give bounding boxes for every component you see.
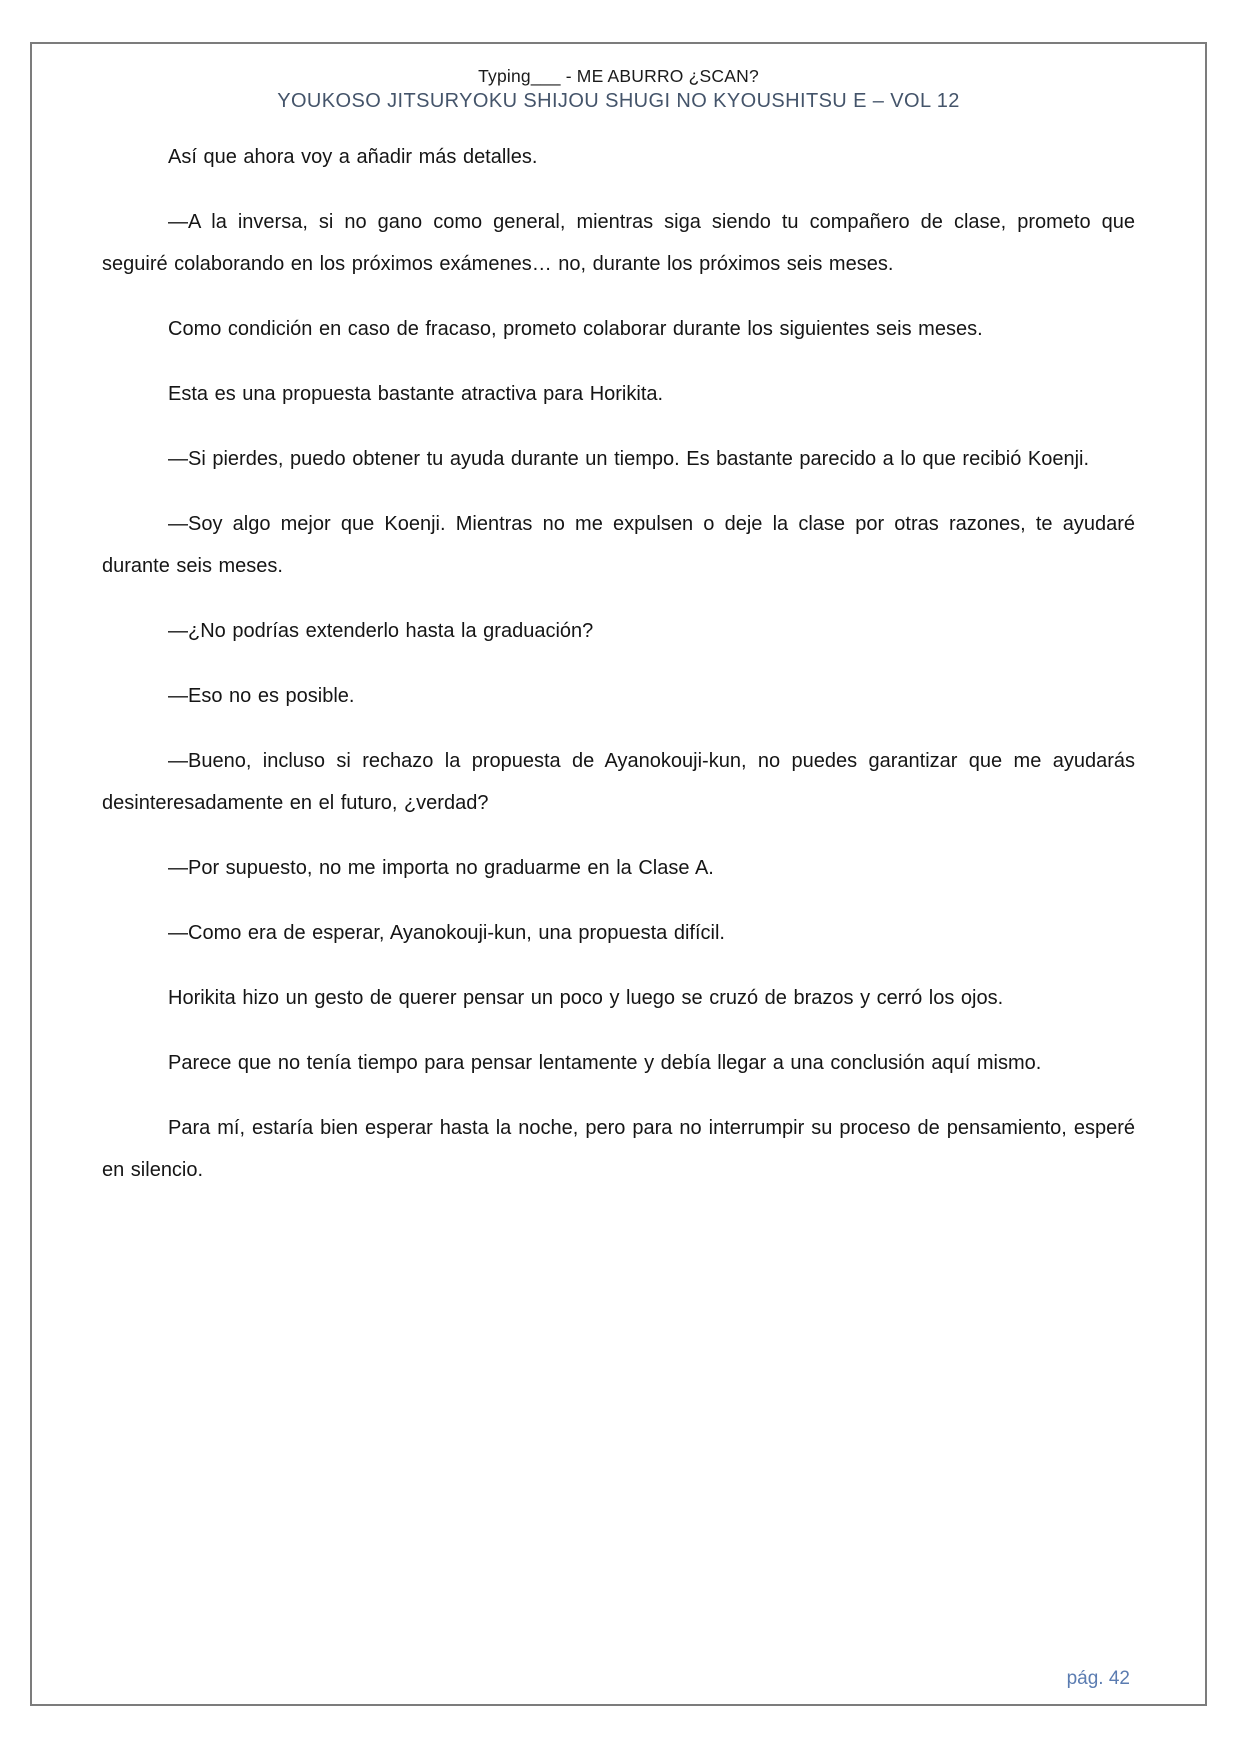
page-body	[32, 114, 1205, 1191]
paragraph: —Si pierdes, puedo obtener tu ayuda durante un tiempo. Es bastante parecido a lo que recibió Koenji.	[168, 448, 1090, 470]
header-scan-title: Typing___ - ME ABURRO ¿SCAN?	[478, 66, 759, 86]
paragraph: —Bueno, incluso si rechazo la propuesta de Ayanokouji-kun, no puedes garantizar que me ayudarás desinteresadamente en el futuro, ¿verdad?	[102, 750, 1135, 814]
paragraph: Así que ahora voy a añadir más detalles.	[168, 146, 538, 168]
paragraph: Como condición en caso de fracaso, prometo colaborar durante los siguientes seis meses.	[168, 318, 983, 340]
paragraph: Esta es una propuesta bastante atractiva para Horikita.	[168, 383, 664, 405]
paragraph: Para mí, estaría bien esperar hasta la noche, pero para no interrumpir su proceso de pensamiento, esperé en silencio.	[102, 1117, 1135, 1181]
page-footer	[1067, 1668, 1130, 1690]
paragraph: —Eso no es posible.	[168, 685, 355, 707]
paragraph: —¿No podrías extenderlo hasta la graduación?	[168, 620, 594, 642]
paragraph: —Como era de esperar, Ayanokouji-kun, una propuesta difícil.	[168, 922, 725, 944]
paragraph: —Por supuesto, no me importa no graduarme en la Clase A.	[168, 857, 714, 879]
page-number: pág. 42	[1066, 1668, 1130, 1689]
paragraph: Horikita hizo un gesto de querer pensar un poco y luego se cruzó de brazos y cerró los ojos.	[168, 987, 1004, 1009]
header-volume-title: YOUKOSO JITSURYOKU SHIJOU SHUGI NO KYOUSHITSU E – VOL 12	[277, 90, 960, 112]
paragraph: —A la inversa, si no gano como general, mientras siga siendo tu compañero de clase, prometo que seguiré colaborando en los próximos exámenes… no, durante los próximos seis meses.	[102, 211, 1135, 275]
page-header	[32, 44, 1205, 114]
paragraph: Parece que no tenía tiempo para pensar lentamente y debía llegar a una conclusión aquí mismo.	[168, 1052, 1042, 1074]
paragraph: —Soy algo mejor que Koenji. Mientras no me expulsen o deje la clase por otras razones, te ayudaré durante seis meses.	[102, 513, 1135, 577]
page-border	[30, 42, 1207, 1706]
